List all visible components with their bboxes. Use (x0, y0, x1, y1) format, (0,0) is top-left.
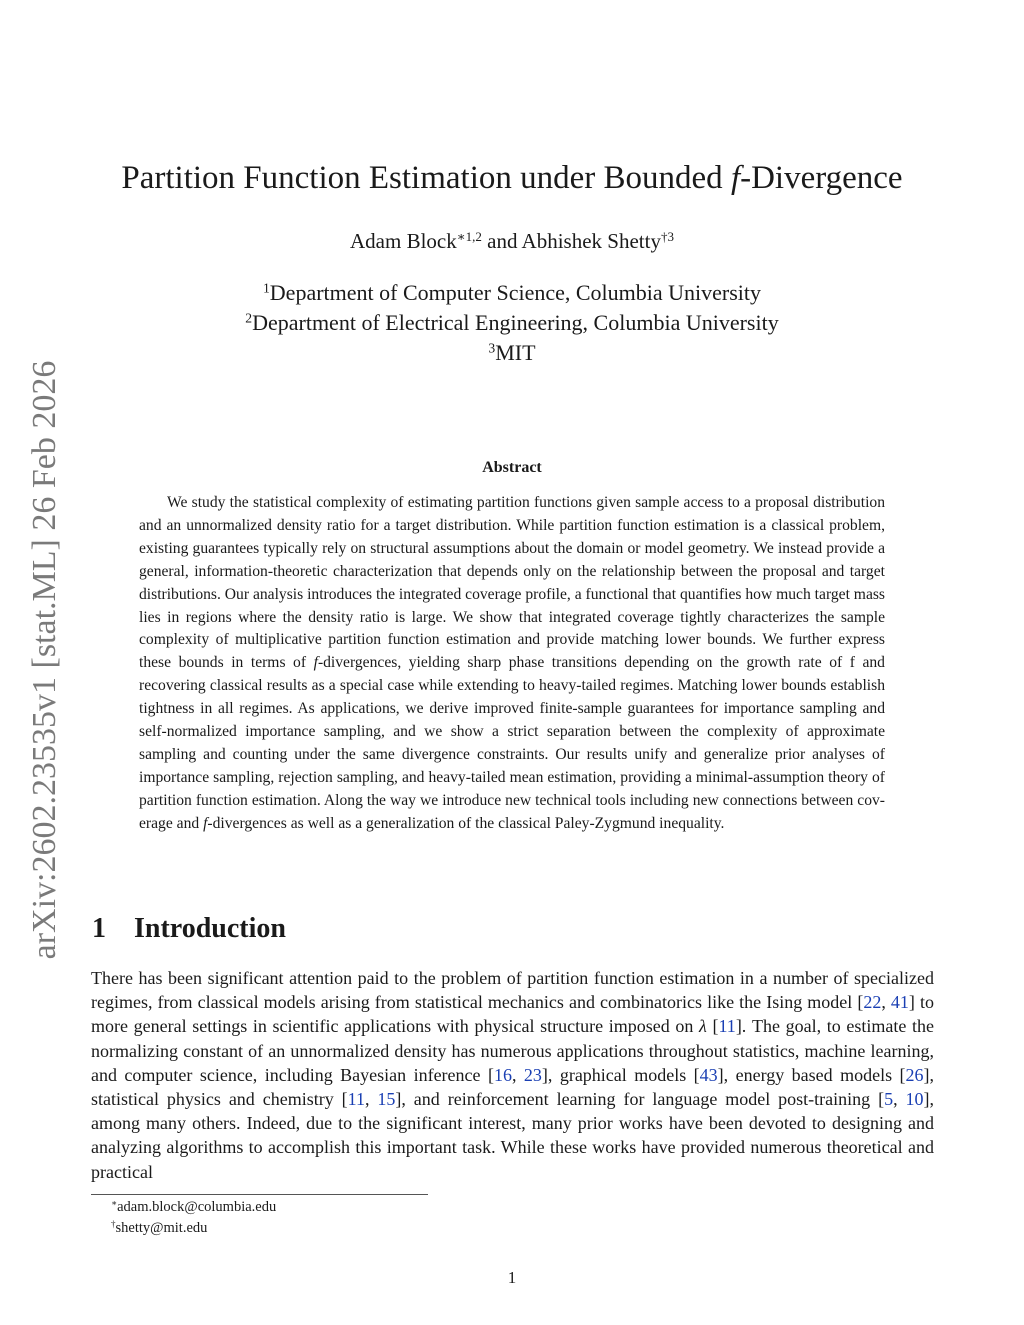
citation-link[interactable]: 23 (523, 1064, 542, 1085)
intro-text: ], among many others. Indeed, due to the significant interest, many prior works have been devoted to designing and analyzing algorithms to accomplish this important task. While these works have provided numerous theoretical and practical (91, 1089, 934, 1182)
f-symbol: f (203, 814, 208, 832)
citation-link[interactable]: 11 (347, 1089, 365, 1110)
intro-text: ]. The goal, to estimate the normalizing constant of an unnormalized density has numerous applications throughout statistics, machine learning, and computer science, including Bayesian inference [ (91, 1016, 935, 1085)
footnote-mark: † (111, 1219, 116, 1230)
affiliation (0, 280, 1024, 306)
intro-paragraph: There has been significant attention paid to the problem of partition function estimation in a number of specialized regimes, from classical models arising from statistical mechanics and combinatorics like the Ising model [22, 41] to more general settings in scientific applications with physical structure imposed on λ [11]. The goal, to estimate the normalizing constant of an unnormalized density has numerous applications throughout statistics, machine learning, and computer science, including Bayesian inference [16, 23], graphical models [43], energy based models [26], statistical physics and chemistry [11, 15], and reinforcement learning for language model post-training [5, 10], among many others. Indeed, due to the significant interest, many prior works have been devoted to designing and analyzing algorithms to accomplish this important task. While these works have provided numerous theoretical and practical (91, 968, 935, 1182)
footnote (111, 1199, 276, 1216)
intro-text: There has been significant attention paid to the problem of partition function estimation in a number of specialized regimes, from classical models arising from statistical mechanics and combinatorics like the Ising model [ (91, 968, 934, 1013)
abstract-body (139, 492, 885, 836)
affiliation-name: Department of Computer Science, Columbia University (269, 280, 762, 305)
citation-link[interactable]: 16 (493, 1064, 512, 1085)
footnote (111, 1220, 207, 1237)
affiliation (0, 310, 1024, 336)
citation-link[interactable]: 43 (699, 1064, 718, 1085)
affiliation-sup: 1 (262, 280, 270, 296)
affiliation-sup: 3 (488, 340, 496, 356)
affiliation-sup: 2 (245, 310, 253, 326)
intro-text: ] to more general settings in scientific applications with physical structure imposed on (91, 992, 934, 1037)
citation-link[interactable]: 15 (377, 1089, 396, 1110)
citation-link[interactable]: 41 (890, 992, 909, 1013)
abstract-heading: Abstract (482, 459, 542, 476)
footnote-email[interactable]: adam.block@columbia.edu (117, 1199, 277, 1215)
affiliation-name: MIT (495, 340, 536, 365)
section-heading (92, 913, 286, 945)
intro-text: ], graphical models [ (541, 1064, 700, 1085)
citation-link[interactable]: 10 (905, 1089, 924, 1110)
citation-link[interactable]: 11 (718, 1016, 736, 1037)
abstract-text: -divergences as well as a generalization of the classical Paley-Zygmund inequality. (207, 814, 725, 832)
citation-link[interactable]: 22 (863, 992, 882, 1013)
author-name: Adam Block (350, 229, 457, 253)
lambda-symbol: λ (699, 1016, 707, 1037)
title-text: Partition Function Estimation under Bounded (121, 160, 731, 196)
arxiv-stamp: arXiv:2602.23535v1 [stat.ML] 26 Feb 2026 (26, 360, 63, 960)
f-symbol: f (313, 654, 318, 672)
affiliation (0, 340, 1024, 366)
intro-text: ], and reinforcement learning for language model post-training [ (395, 1089, 885, 1110)
abstract-text: -divergences, yielding sharp phase transitions depending on the growth rate of f and recovering classical results as a special case while extending to heavy-tailed regimes. Matching lower bounds establish tightness in all regimes. As applications, we derive improved finite-sample guarantees for importance sampling and self-normalized importance sampling, and we show a strict separation between the complexity of approximate sampling and counting under the same divergence constraints. Our results unify and generalize prior analyses of importance sampling, rejection sampling, and heavy-tailed mean estimation, providing a minimal-assumption theory of partition function estimation. Along the way we introduce new technical tools including new connections between coverage and (139, 654, 885, 832)
author-name: Abhishek Shetty (521, 229, 661, 253)
author-sup: ∗1,2 (456, 228, 482, 244)
author-and: and (481, 229, 522, 253)
intro-text: ], statistical physics and chemistry [ (91, 1064, 935, 1110)
citation-link[interactable]: 5 (884, 1089, 894, 1110)
section-title: Introduction (134, 913, 286, 944)
author-line (0, 229, 1024, 254)
page-number: 1 (507, 1268, 517, 1287)
author-sup: †3 (660, 228, 674, 244)
abstract-text: We study the statistical complexity of estimating partition functions given sample access to a proposal distribution and an unnormalized density ratio for a target distribution. While partition function estimation is a classical problem, existing guarantees typically rely on structural assumptions about the domain or model geometry. We instead provide a general, information-theoretic characterization that depends only on the relationship between the proposal and target distributions. Our analysis introduces the integrated coverage profile, a functional that quantifies how much target mass lies in regions where the density ratio is large. We show that integrated coverage tightly characterizes the sample complexity of multiplicative partition function estimation and provide matching lower bounds. We further express these bounds in terms of (139, 494, 885, 672)
citation-link[interactable]: 26 (905, 1064, 924, 1085)
title-f-symbol: f (730, 160, 741, 196)
title-text-end: -Divergence (740, 160, 903, 196)
affiliation-name: Department of Electrical Engineering, Columbia University (252, 310, 779, 335)
paper-title (0, 160, 1024, 197)
footnote-mark: ∗ (111, 1198, 118, 1209)
intro-text: ], energy based models [ (717, 1064, 906, 1085)
section-number: 1 (92, 913, 106, 944)
footnote-rule (91, 1194, 428, 1195)
footnote-email[interactable]: shetty@mit.edu (115, 1220, 208, 1236)
